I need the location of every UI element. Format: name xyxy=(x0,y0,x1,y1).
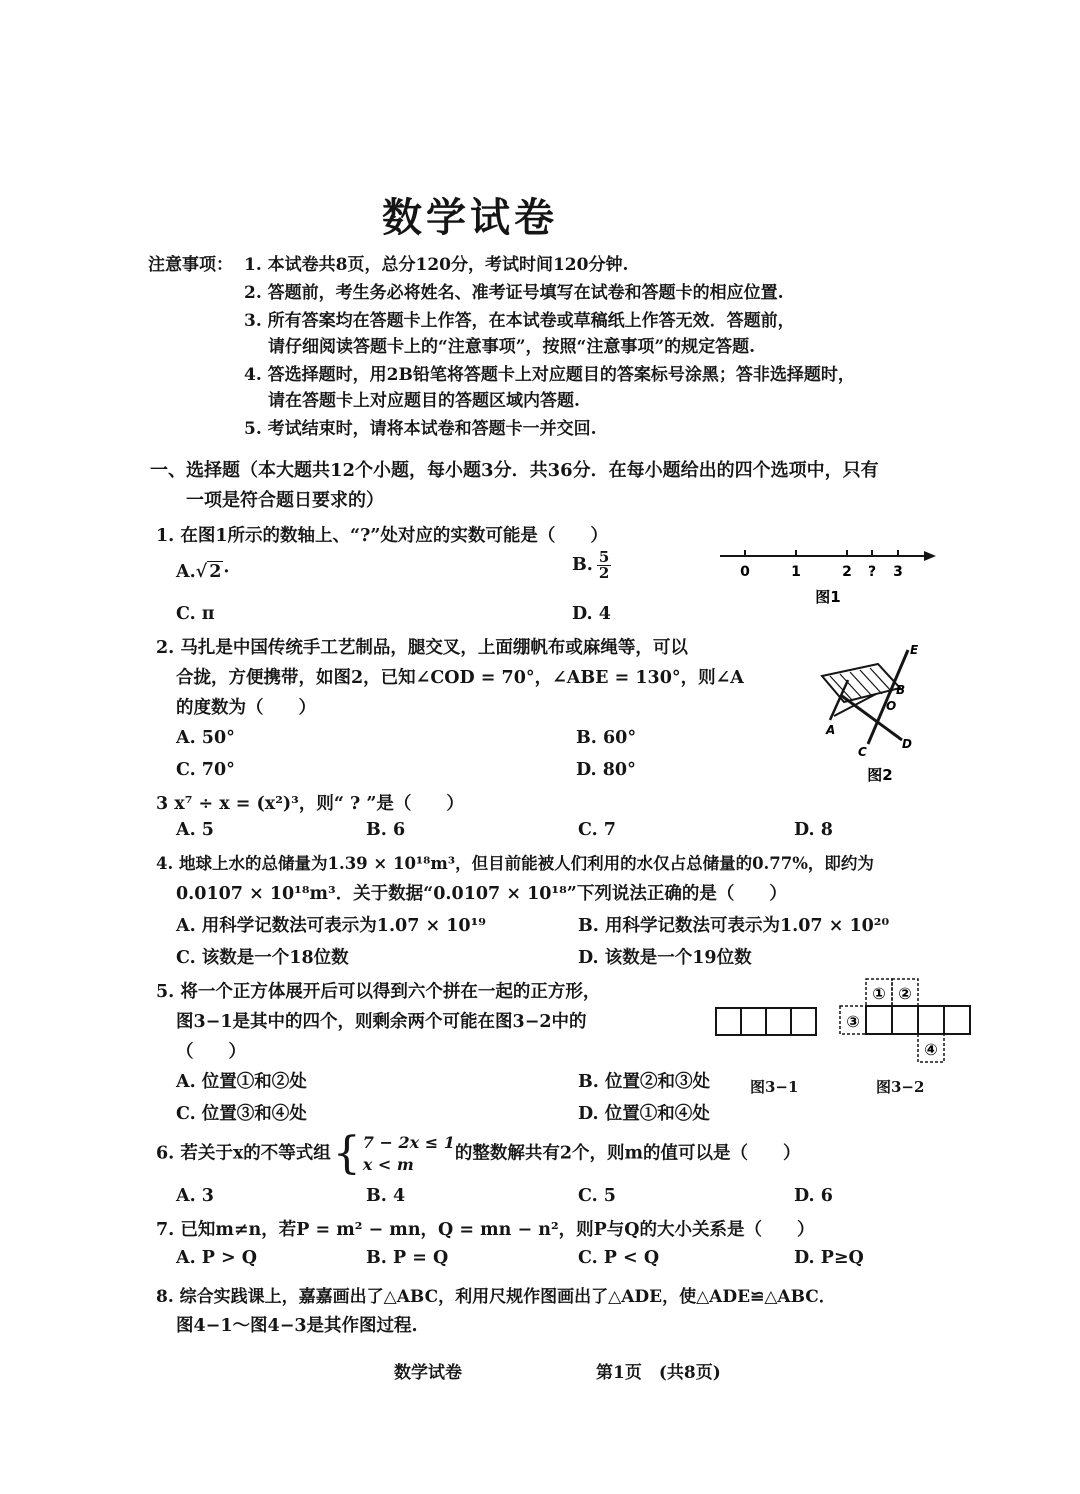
position-1-mark: ① xyxy=(872,984,886,1003)
tick-label-question: ? xyxy=(867,564,877,580)
q4-option-d: D. 该数是一个19位数 xyxy=(578,948,752,968)
q4-option-b: B. 用科学记数法可表示为1.07 × 10²⁰ xyxy=(578,916,890,936)
q3-stem: 3 x⁷ ÷ x = (x²)³，则“ ? ”是（ ） xyxy=(156,794,464,814)
q5-option-a: A. 位置①和②处 xyxy=(176,1072,307,1092)
q6-option-a: A. 3 xyxy=(176,1186,214,1206)
figure-1-label: 图1 xyxy=(815,588,841,606)
q3-option-c: C. 7 xyxy=(578,820,616,840)
q2-stem-line1: 2. 马扎是中国传统手工艺制品，腿交叉，上面绷帆布或麻绳等，可以 xyxy=(156,638,688,658)
figure-2-folding-stool xyxy=(812,640,930,788)
q8-stem-line1: 8. 综合实践课上，嘉嘉画出了△ABC，利用尺规作图画出了△ADE，使△ADE≌△ABC． xyxy=(156,1287,836,1307)
q7-option-b: B. P = Q xyxy=(366,1248,449,1268)
figure-3-1-four-squares xyxy=(712,1004,824,1040)
number-line-arrow xyxy=(924,551,936,561)
q6-inequality-1: 7 − 2x ≤ 1 xyxy=(362,1133,455,1152)
q1-stem: 1. 在图1所示的数轴上、“?”处对应的实数可能是（ ） xyxy=(156,526,608,546)
figure-3-2-label: 图3−2 xyxy=(876,1078,925,1096)
q2-stem-line3: 的度数为（ ） xyxy=(176,698,316,718)
point-c: C xyxy=(858,745,867,759)
q4-option-a: A. 用科学记数法可表示为1.07 × 10¹⁹ xyxy=(176,916,486,936)
figure-3-2-net-positions xyxy=(836,976,980,1070)
q1-option-a: A.√ 2 · xyxy=(176,562,230,582)
notice-1: 1. 本试卷共8页，总分120分，考试时间120分钟. xyxy=(244,255,629,275)
point-o: O xyxy=(886,699,897,713)
q7-stem: 7. 已知m≠n，若P = m² − mn，Q = mn − n²，则P与Q的大小关系是（ ） xyxy=(156,1220,815,1240)
notice-4: 4. 答选择题时，用2B铅笔将答题卡上对应题目的答案标号涂黑；答非选择题时， xyxy=(244,365,855,385)
tick-label-2: 2 xyxy=(842,564,852,580)
notice-4-cont: 请在答题卡上对应题目的答题区域内答题. xyxy=(268,391,580,411)
tick-label-3: 3 xyxy=(893,564,903,580)
notice-2: 2. 答题前，考生务必将姓名、准考证号填写在试卷和答题卡的相应位置. xyxy=(244,283,784,303)
notice-5: 5. 考试结束时，请将本试卷和答题卡一并交回. xyxy=(244,419,597,439)
figure-1-number-line xyxy=(714,540,940,610)
page-title: 数学试卷 xyxy=(382,194,558,241)
notice-label: 注意事项： xyxy=(148,255,233,275)
tick-label-1: 1 xyxy=(791,564,801,580)
footer-subject: 数学试卷 xyxy=(394,1363,462,1383)
figure-2-label: 图2 xyxy=(867,766,893,784)
figure-3-1-label: 图3−1 xyxy=(750,1078,799,1096)
q6-option-b: B. 4 xyxy=(366,1186,406,1206)
q8-stem-line2: 图4−1～图4−3是其作图过程. xyxy=(176,1316,418,1336)
q5-option-b: B. 位置②和③处 xyxy=(578,1072,710,1092)
q6-option-c: C. 5 xyxy=(578,1186,616,1206)
q1-option-b: B. $\frac{5}{2}$ xyxy=(572,548,610,582)
q6-stem: 6. 若关于x的不等式组{ 7 − 2x ≤ 1 x < m 的整数解共有2个，则m的值可以是（ ） xyxy=(156,1128,801,1179)
point-b: B xyxy=(896,683,906,697)
q2-option-a: A. 50° xyxy=(176,728,235,748)
section-heading: 一、选择题（本大题共12个小题，每小题3分．共36分．在每小题给出的四个选项中，只有 xyxy=(150,460,879,481)
q6-inequality-2: x < m xyxy=(362,1155,414,1174)
section-heading-cont: 一项是符合题日要求的） xyxy=(186,490,384,511)
q5-option-d: D. 位置①和④处 xyxy=(578,1104,710,1124)
q5-stem-line3: （ ） xyxy=(176,1042,246,1062)
q7-option-a: A. P > Q xyxy=(176,1248,258,1268)
q5-stem-line2: 图3−1是其中的四个，则剩余两个可能在图3−2中的 xyxy=(176,1012,587,1032)
q5-stem-line1: 5. 将一个正方体展开后可以得到六个拼在一起的正方形， xyxy=(156,982,601,1002)
q5-option-c: C. 位置③和④处 xyxy=(176,1104,307,1124)
q2-option-b: B. 60° xyxy=(576,728,637,748)
q2-option-d: D. 80° xyxy=(576,760,636,780)
q4-stem-line1: 4. 地球上水的总储量为1.39 × 10¹⁸m³，但目前能被人们利用的水仅占总储量的0.77%，即约为 xyxy=(156,854,874,873)
notice-3-cont: 请仔细阅读答题卡上的“注意事项”，按照“注意事项”的规定答题. xyxy=(268,337,756,357)
point-e: E xyxy=(910,643,919,657)
position-3-mark: ③ xyxy=(846,1012,860,1031)
q7-option-c: C. P < Q xyxy=(578,1248,660,1268)
position-4-mark: ④ xyxy=(924,1040,938,1059)
q6-option-d: D. 6 xyxy=(794,1186,833,1206)
q4-stem-line2: 0.0107 × 10¹⁸m³．关于数据“0.0107 × 10¹⁸”下列说法正确的是（ ） xyxy=(176,884,787,904)
q1-option-c: C. π xyxy=(176,604,215,624)
point-d: D xyxy=(902,737,912,751)
footer-page-number: 第1页 (共8页) xyxy=(596,1363,721,1383)
q3-option-b: B. 6 xyxy=(366,820,406,840)
q2-option-c: C. 70° xyxy=(176,760,235,780)
q3-option-d: D. 8 xyxy=(794,820,833,840)
q3-option-a: A. 5 xyxy=(176,820,214,840)
point-a: A xyxy=(826,723,836,737)
notice-3: 3. 所有答案均在答题卡上作答，在本试卷或草稿纸上作答无效．答题前， xyxy=(244,311,795,331)
q4-option-c: C. 该数是一个18位数 xyxy=(176,948,349,968)
q1-option-d: D. 4 xyxy=(572,604,611,624)
tick-label-0: 0 xyxy=(740,564,750,580)
q7-option-d: D. P≥Q xyxy=(794,1248,864,1268)
q2-stem-line2: 合拢，方便携带，如图2，已知∠COD = 70°，∠ABE = 130°，则∠A xyxy=(176,668,744,688)
position-2-mark: ② xyxy=(898,984,912,1003)
